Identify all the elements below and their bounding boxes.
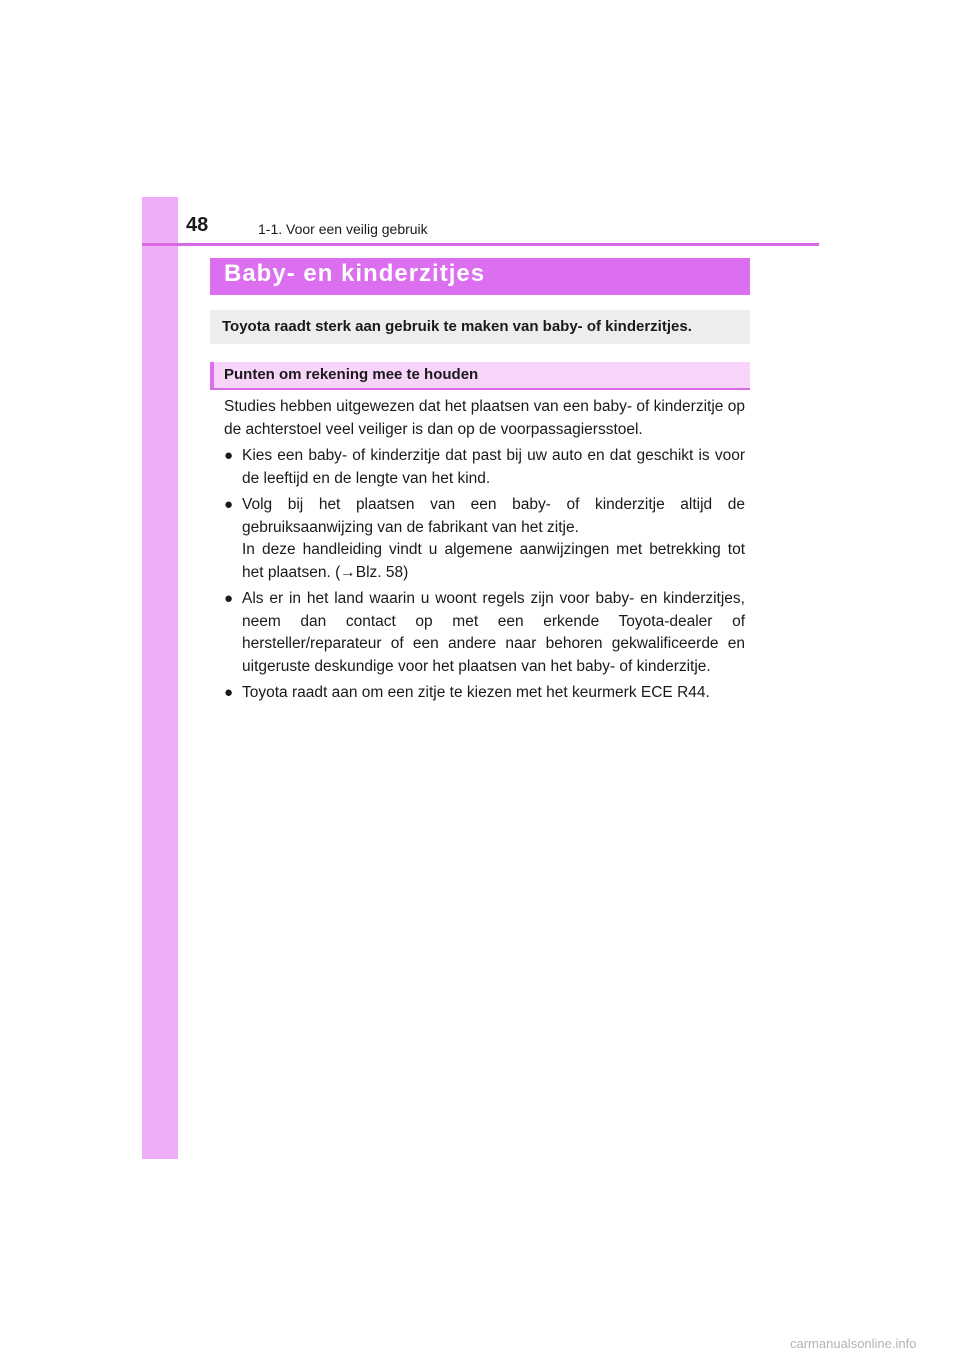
bullet-text: Toyota raadt aan om een zitje te kiezen met het keurmerk ECE R44. xyxy=(242,684,710,701)
section-title-bar xyxy=(210,258,750,295)
bullet-icon: ● xyxy=(224,590,234,607)
bullet-text: Volg bij het plaatsen van een baby- of kinderzitje altijd de gebruiksaanwijzing van de fabrikant van het zitje. xyxy=(242,496,745,536)
list-item xyxy=(224,445,745,490)
header-rule xyxy=(142,243,819,246)
bullet-text-continued: In deze handleiding vindt u algemene aanwijzingen met betrekking tot het plaatsen. (→Blz. 58) xyxy=(242,541,745,581)
chapter-title: 1-1. Voor een veilig gebruik xyxy=(258,221,428,237)
subheading: Punten om rekening mee te houden xyxy=(224,366,479,383)
bullet-text: Als er in het land waarin u woont regels zijn voor baby- en kinderzitjes, neem dan contact op met een erkende Toyota-dealer of hersteller/reparateur of een andere naar behoren gekwalificeerde en uitgeruste deskundige voor het plaatsen van het baby- of kinderzitje. xyxy=(242,590,745,675)
page-number: 48 xyxy=(186,214,209,236)
section-title: Baby- en kinderzitjes xyxy=(224,260,486,287)
side-tab xyxy=(142,197,178,1159)
intro-box xyxy=(210,310,750,344)
subheading-bar xyxy=(210,362,750,390)
intro-text: Toyota raadt sterk aan gebruik te maken van baby- of kinderzitjes. xyxy=(222,318,692,335)
list-item xyxy=(224,494,745,584)
bullet-icon: ● xyxy=(224,684,234,701)
bullet-text: Kies een baby- of kinderzitje dat past bij uw auto en dat geschikt is voor de leeftijd en de lengte van het kind. xyxy=(242,447,745,487)
watermark: carmanualsonline.info xyxy=(790,1336,917,1351)
list-item xyxy=(224,588,745,678)
bullet-icon: ● xyxy=(224,496,234,513)
intro-paragraph: Studies hebben uitgewezen dat het plaatsen van een baby- of kinderzitje op de achterstoel veel veiliger is dan op de voorpassagiersstoel. xyxy=(224,398,745,438)
list-item xyxy=(224,682,745,705)
bullet-icon: ● xyxy=(224,447,234,464)
body-text xyxy=(224,396,745,705)
subheading-accent xyxy=(210,362,214,388)
